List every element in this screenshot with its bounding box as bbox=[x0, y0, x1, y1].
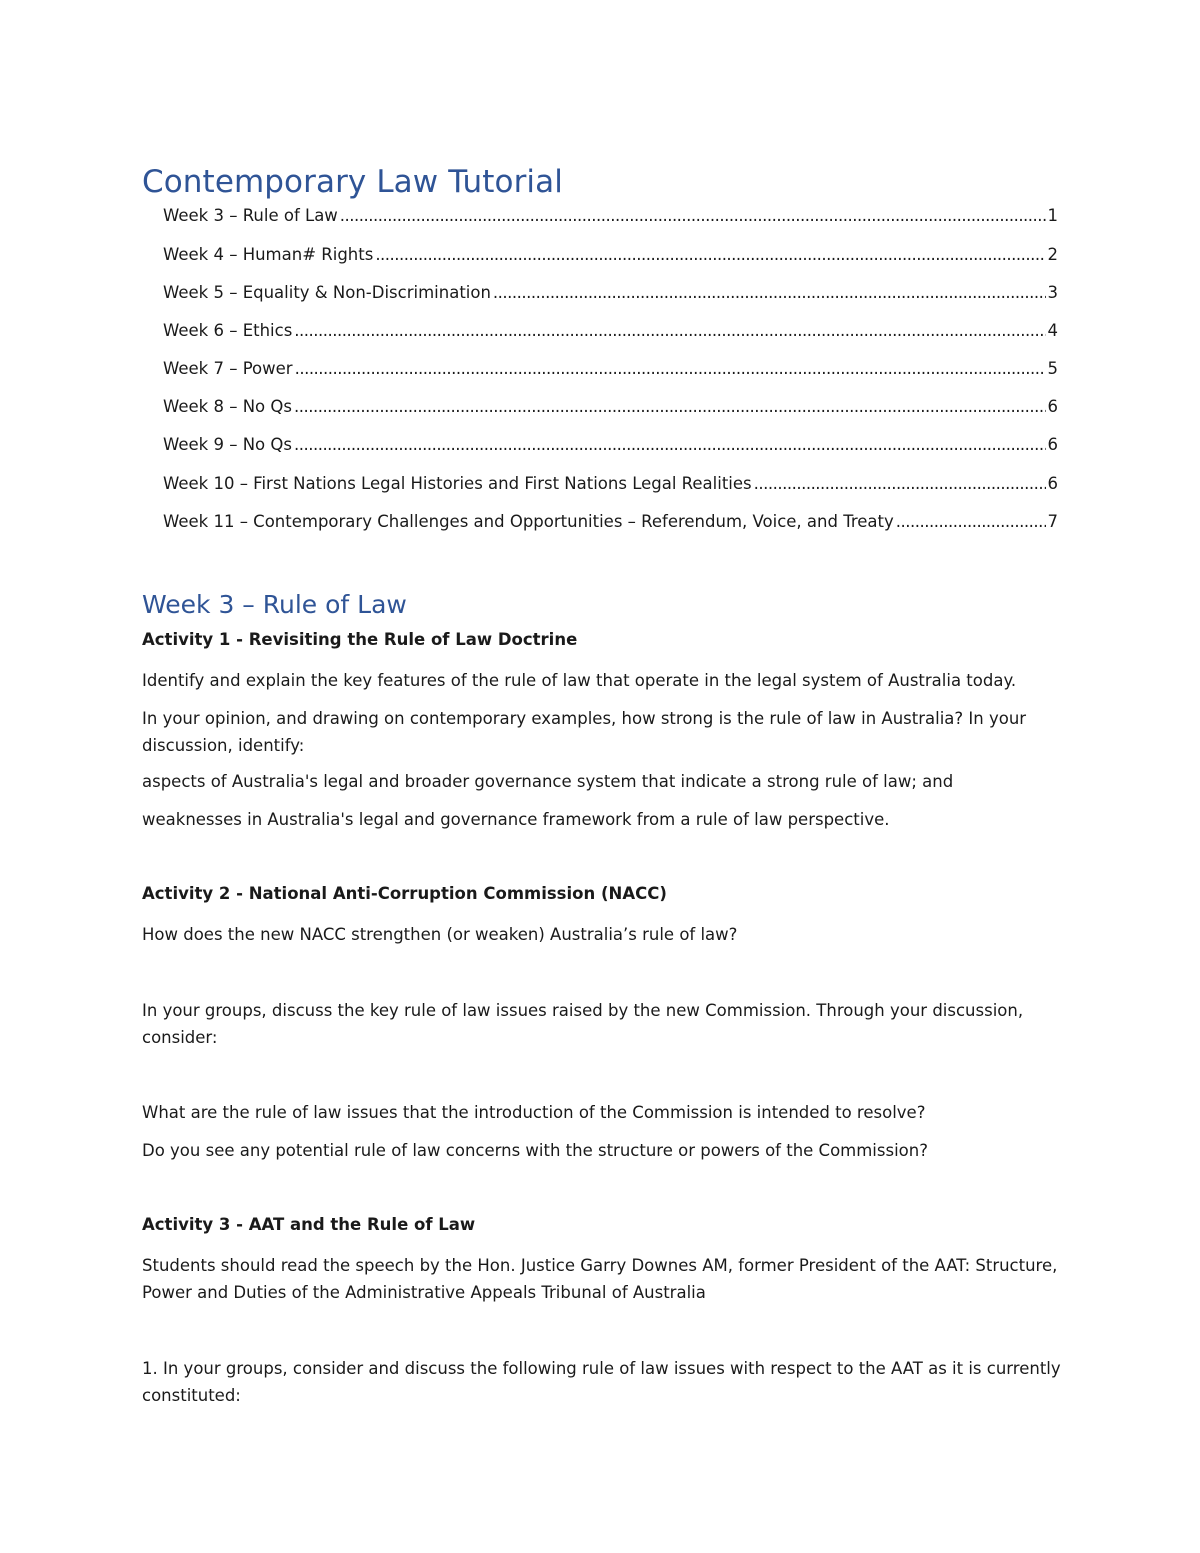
toc-leader bbox=[375, 245, 1045, 264]
toc-leader bbox=[294, 397, 1046, 416]
toc-leader bbox=[295, 359, 1046, 378]
toc-entry-label: Week 11 – Contemporary Challenges and Opportunities – Referendum, Voice, and Treaty bbox=[163, 512, 894, 531]
paragraph: 1. In your groups, consider and discuss the following rule of law issues with respect to the AAT as it is currently constituted: bbox=[142, 1359, 1061, 1405]
toc-entry-label: Week 4 – Human# Rights bbox=[163, 245, 374, 264]
toc-entry-page: 5 bbox=[1047, 359, 1058, 378]
paragraph: aspects of Australia's legal and broader governance system that indicate a strong rule of law; and bbox=[142, 772, 954, 791]
activity-heading: Activity 1 - Revisiting the Rule of Law Doctrine bbox=[142, 630, 578, 649]
toc-entry[interactable] bbox=[163, 435, 1058, 459]
toc-entry-label: Week 8 – No Qs bbox=[163, 397, 292, 416]
toc-leader bbox=[754, 474, 1046, 493]
toc-entry-page: 6 bbox=[1047, 397, 1058, 416]
section-heading: Week 3 – Rule of Law bbox=[142, 590, 407, 619]
paragraph: Identify and explain the key features of the rule of law that operate in the legal system of Australia today. bbox=[142, 671, 1017, 690]
toc-entry[interactable] bbox=[163, 321, 1058, 345]
paragraph: Students should read the speech by the Hon. Justice Garry Downes AM, former President of the AAT: Structure, Power and Duties of the Administrative Appeals Tribunal of Australia bbox=[142, 1256, 1058, 1302]
toc-entry-label: Week 5 – Equality & Non-Discrimination bbox=[163, 283, 491, 302]
toc-entry-label: Week 9 – No Qs bbox=[163, 435, 292, 454]
toc-entry[interactable] bbox=[163, 397, 1058, 421]
toc-entry-label: Week 10 – First Nations Legal Histories and First Nations Legal Realities bbox=[163, 474, 752, 493]
paragraph: How does the new NACC strengthen (or weaken) Australia’s rule of law? bbox=[142, 925, 738, 944]
toc-entry[interactable] bbox=[163, 283, 1058, 307]
activity-heading: Activity 2 - National Anti-Corruption Commission (NACC) bbox=[142, 884, 667, 903]
paragraph: What are the rule of law issues that the introduction of the Commission is intended to resolve? bbox=[142, 1103, 926, 1122]
toc-leader bbox=[294, 321, 1045, 340]
toc-entry[interactable] bbox=[163, 206, 1058, 230]
paragraph: In your opinion, and drawing on contemporary examples, how strong is the rule of law in Australia? In your discussion, identify: bbox=[142, 709, 1027, 755]
paragraph: Do you see any potential rule of law concerns with the structure or powers of the Commission? bbox=[142, 1141, 928, 1160]
toc-entry[interactable] bbox=[163, 359, 1058, 383]
paragraph: In your groups, discuss the key rule of law issues raised by the new Commission. Through your discussion, consider: bbox=[142, 1001, 1024, 1047]
toc-entry[interactable] bbox=[163, 245, 1058, 269]
toc-leader bbox=[340, 206, 1046, 225]
toc-entry-page: 3 bbox=[1047, 283, 1058, 302]
toc-entry-page: 2 bbox=[1047, 245, 1058, 264]
paragraph: weaknesses in Australia's legal and governance framework from a rule of law perspective. bbox=[142, 810, 890, 829]
toc-entry-page: 7 bbox=[1047, 512, 1058, 531]
toc-entry[interactable] bbox=[163, 512, 1058, 536]
activity-heading: Activity 3 - AAT and the Rule of Law bbox=[142, 1215, 476, 1234]
toc-entry-page: 4 bbox=[1047, 321, 1058, 340]
toc-leader bbox=[493, 283, 1046, 302]
toc-leader bbox=[896, 512, 1046, 531]
toc-entry-page: 6 bbox=[1047, 435, 1058, 454]
toc-entry-label: Week 7 – Power bbox=[163, 359, 293, 378]
toc-entry-page: 1 bbox=[1047, 206, 1058, 225]
toc-entry-page: 6 bbox=[1047, 474, 1058, 493]
toc-entry-label: Week 3 – Rule of Law bbox=[163, 206, 338, 225]
toc-entry[interactable] bbox=[163, 474, 1058, 498]
toc-entry-label: Week 6 – Ethics bbox=[163, 321, 293, 340]
toc-leader bbox=[294, 435, 1046, 454]
document-title: Contemporary Law Tutorial bbox=[142, 164, 563, 200]
